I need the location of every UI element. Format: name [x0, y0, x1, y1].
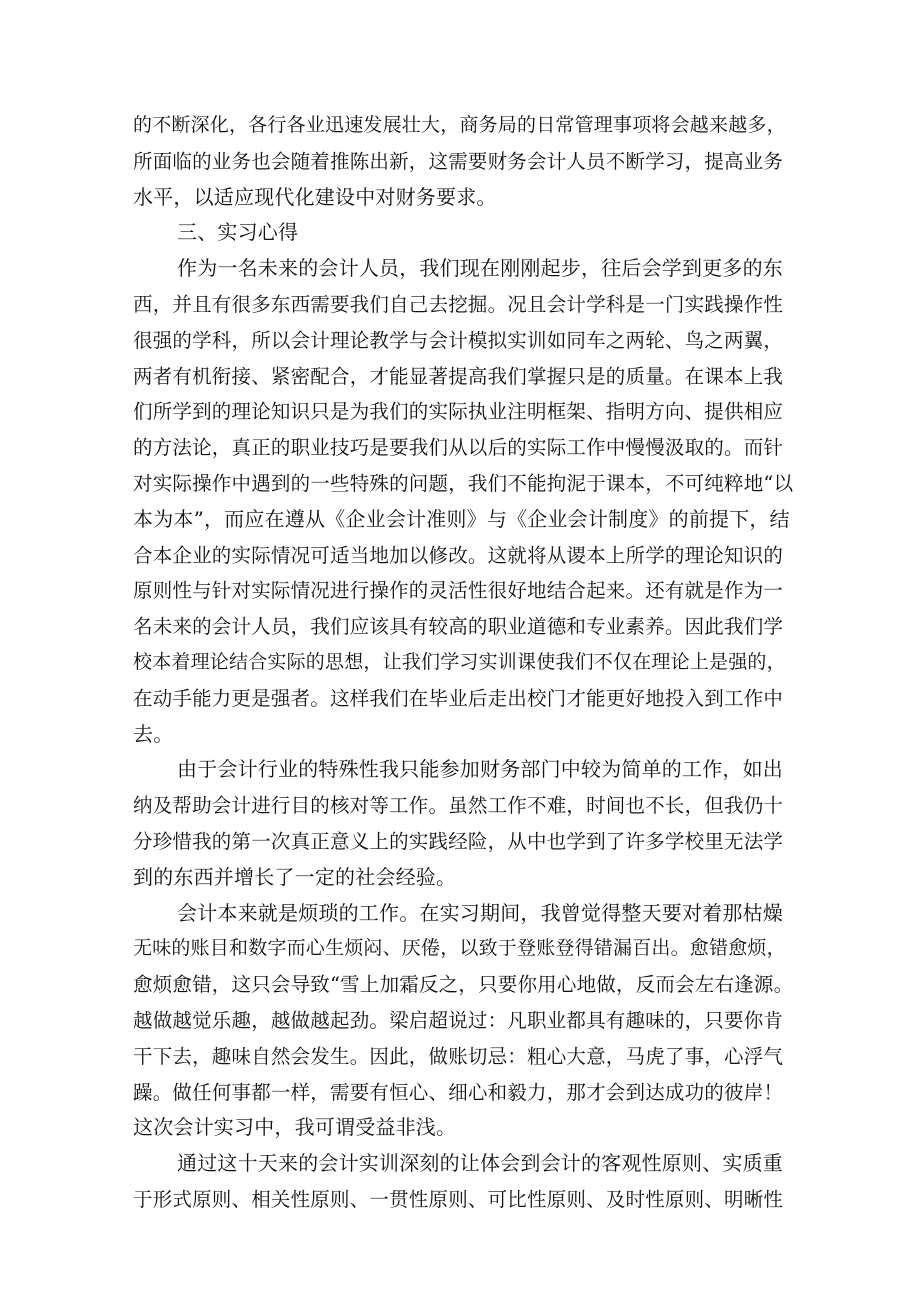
text-line: 干下去，趣味自然会发生。因此，做账切忌：粗心大意，马虎了事，心浮气	[133, 1044, 784, 1068]
text-line: 越做越觉乐趣，越做越起劲。梁启超说过：凡职业都具有趣味的，只要你肯	[133, 1008, 784, 1032]
text-line: 愈烦愈错，这只会导致“雪上加霜反之，只要你用心地做，反而会左右逢源。	[133, 973, 794, 997]
text-line: 去。	[133, 721, 174, 746]
text-line: 三、实习心得	[177, 220, 299, 245]
text-line: 的方法论，真正的职业技巧是要我们从以后的实际工作中慢慢汲取的。而针	[133, 436, 784, 460]
text-line: 由于会计行业的特殊性我只能参加财务部门中较为简单的工作，如出	[177, 757, 783, 782]
document-body	[133, 108, 793, 1218]
text-line: 名未来的会计人员，我们应该具有较高的职业道德和专业素养。因此我们学	[133, 615, 784, 639]
text-line: 分珍惜我的第一次真正意义上的实践经险，从中也学到了许多学校里无法学	[133, 829, 784, 853]
text-line: 在动手能力更是强者。这样我们在毕业后走出校门才能更好地投入到工作中	[133, 686, 784, 710]
text-line: 作为一名未来的会计人员，我们现在刚刚起步，往后会学到更多的东	[177, 256, 783, 281]
text-line: 很强的学科，所以会计理论教学与会计模拟实训如同车之两轮、鸟之两翼，	[133, 328, 784, 352]
text-line: 于形式原则、相关性原则、一贯性原则、可比性原则、及时性原则、明晰性	[133, 1187, 784, 1211]
text-line: 通过这十天来的会计实训深刻的让体会到会计的客观性原则、实质重	[177, 1151, 783, 1176]
text-line: 这次会计实习中，我可谓受益非浅。	[133, 1115, 457, 1140]
text-line: 两者有机衔接、紧密配合，才能显著提高我们掌握只是的质量。在课本上我	[133, 364, 784, 388]
text-line: 们所学到的理论知识只是为我们的实际执业注明框架、指明方向、提供相应	[133, 400, 784, 424]
text-line: 对实际操作中遇到的一些特殊的问题，我们不能拘泥于课本，不可纯粹地“以	[133, 471, 794, 495]
text-line: 西，并且有很多东西需要我们自己去挖掘。况且会计学科是一门实践操作性	[133, 292, 784, 316]
text-line: 校本着理论结合实际的思想，让我们学习实训课使我们不仅在理论上是强的，	[133, 650, 786, 673]
text-line: 躁。做任何事都一样，需要有恒心、细心和毅力，那才会到达成功的彼岸！	[133, 1080, 784, 1104]
text-line: 无味的账目和数字而心生烦闷、厌倦，以致于登账登得错漏百出。愈错愈烦，	[133, 937, 786, 960]
text-line: 纳及帮助会计进行目的核对等工作。虽然工作不难，时间也不长，但我仍十	[133, 794, 784, 818]
text-line: 原则性与针对实际情况进行操作的灵活性很好地结合起来。还有就是作为一	[133, 579, 784, 603]
text-line: 到的东西并增长了一定的社会经验。	[133, 864, 457, 889]
text-line: 的不断深化，各行各业迅速发展壮大，商务局的日常管理事项将会越来越多，	[133, 114, 786, 136]
text-line: 所面临的业务也会随着推陈出新，这需要财务会计人员不断学习，提高业务	[133, 149, 784, 173]
text-line: 会计本来就是烦琐的工作。在实习期间，我曾觉得整天要对着那枯燥	[177, 900, 783, 925]
text-line: 合本企业的实际情况可适当地加以修改。这就将从谡本上所学的理论知识的	[133, 543, 784, 567]
text-line: 本为本”，而应在遵从《企业会计准则》与《企业会计制度》的前提下，结	[133, 506, 790, 531]
text-line: 水平，以适应现代化建设中对财务要求。	[133, 184, 497, 209]
